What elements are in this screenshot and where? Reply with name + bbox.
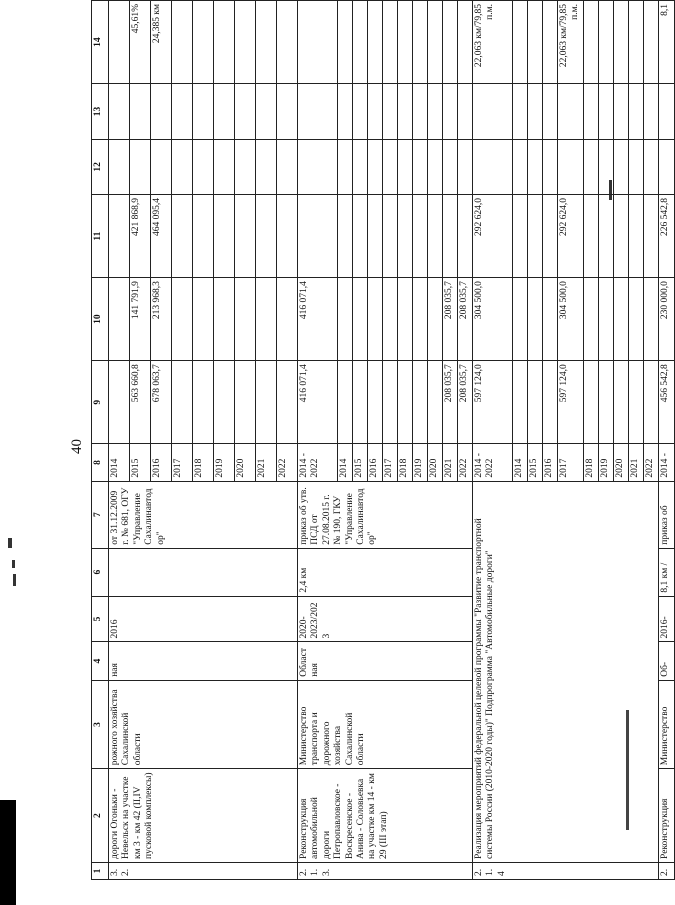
value-result: 8,1 <box>658 1 674 84</box>
cell-line: 3. <box>110 868 120 876</box>
empty-cell <box>458 195 473 278</box>
empty-cell <box>513 84 528 139</box>
year-cell: 2019 <box>598 444 613 481</box>
value-result <box>109 1 130 84</box>
scan-mark <box>13 574 16 586</box>
value-regional <box>256 195 277 278</box>
empty-cell <box>658 139 674 194</box>
empty-cell <box>558 84 584 139</box>
row-id <box>298 862 473 879</box>
empty-cell <box>353 195 368 278</box>
value-regional: 226 542,8 <box>658 195 674 278</box>
year-cell: 2017 <box>383 444 398 481</box>
object-name: дороги Огоньки - Невельск на участке км 3 - км 42 (II,IV пусковой комплексы) <box>109 769 298 863</box>
year-cell: 2018 <box>398 444 413 481</box>
empty-cell <box>513 139 528 194</box>
customer: рожного хозяйства Сахалинской области <box>109 680 298 768</box>
value-total <box>214 361 235 444</box>
value-federal <box>613 278 628 361</box>
empty-cell <box>613 139 628 194</box>
empty-cell <box>277 84 298 139</box>
year-cell: 2014 <box>513 444 528 481</box>
customer: Министерство <box>658 680 674 768</box>
column-header: 4 <box>92 642 109 680</box>
year-cell: 2014 - <box>658 444 674 481</box>
value-result: 22,063 км/79,85 п.м. <box>473 1 513 84</box>
empty-cell <box>443 139 458 194</box>
empty-cell <box>528 139 543 194</box>
year-cell: 2022 <box>277 444 298 481</box>
construction-period: 2020-2023/2023 <box>298 596 473 642</box>
year-cell: 2015 <box>528 444 543 481</box>
empty-cell <box>443 84 458 139</box>
empty-cell <box>298 1 338 84</box>
empty-cell <box>528 84 543 139</box>
empty-cell <box>298 195 338 278</box>
year-cell: 2022 <box>458 444 473 481</box>
empty-cell <box>214 139 235 194</box>
value-total <box>413 361 428 444</box>
column-header: 14 <box>92 1 109 84</box>
value-total <box>235 361 256 444</box>
value-total <box>513 361 528 444</box>
empty-cell <box>338 139 353 194</box>
value-result <box>277 1 298 84</box>
empty-cell <box>298 139 338 194</box>
value-federal <box>235 278 256 361</box>
empty-cell <box>338 1 353 84</box>
value-result: 24,385 км <box>151 1 172 84</box>
value-result <box>598 1 613 84</box>
year-cell: 2014 <box>109 444 130 481</box>
empty-cell <box>413 195 428 278</box>
header-row <box>92 1 109 880</box>
column-header: 2 <box>92 769 109 863</box>
table-row <box>658 1 674 880</box>
empty-cell <box>643 84 658 139</box>
column-header: 11 <box>92 195 109 278</box>
value-total: 597 124,0 <box>558 361 584 444</box>
value-total <box>383 361 398 444</box>
value-regional <box>628 195 643 278</box>
empty-cell <box>256 84 277 139</box>
empty-cell <box>368 84 383 139</box>
cell-line: 2. <box>299 868 309 876</box>
value-federal: 416 071,4 <box>298 278 338 361</box>
empty-cell <box>109 84 130 139</box>
value-federal <box>643 278 658 361</box>
cell-line: 2. <box>121 868 132 876</box>
value-result <box>543 1 558 84</box>
empty-cell <box>628 139 643 194</box>
value-total <box>528 361 543 444</box>
value-regional: 464 095,4 <box>151 195 172 278</box>
empty-cell <box>598 84 613 139</box>
empty-cell <box>368 139 383 194</box>
cell-line: 1. <box>310 868 321 876</box>
empty-cell <box>109 139 130 194</box>
empty-cell <box>643 139 658 194</box>
empty-cell <box>613 84 628 139</box>
value-result <box>643 1 658 84</box>
value-result <box>528 1 543 84</box>
value-federal <box>513 278 528 361</box>
value-federal <box>543 278 558 361</box>
empty-cell <box>383 139 398 194</box>
value-federal: 208 035,7 <box>443 278 458 361</box>
empty-cell <box>172 84 193 139</box>
empty-cell <box>458 84 473 139</box>
year-cell: 2021 <box>628 444 643 481</box>
year-cell: 2016 <box>151 444 172 481</box>
empty-cell <box>193 139 214 194</box>
year-cell: 2018 <box>583 444 598 481</box>
value-total: 208 035,7 <box>443 361 458 444</box>
value-federal: 304 500,0 <box>558 278 584 361</box>
empty-cell <box>543 84 558 139</box>
empty-cell <box>428 139 443 194</box>
value-federal <box>193 278 214 361</box>
column-header: 10 <box>92 278 109 361</box>
value-federal <box>353 278 368 361</box>
value-result <box>172 1 193 84</box>
column-header: 9 <box>92 361 109 444</box>
value-federal <box>172 278 193 361</box>
value-total <box>643 361 658 444</box>
year-cell: 2019 <box>214 444 235 481</box>
value-result <box>214 1 235 84</box>
year-cell: 2020 <box>428 444 443 481</box>
value-result <box>613 1 628 84</box>
empty-cell <box>172 139 193 194</box>
year-cell: 2022 <box>643 444 658 481</box>
empty-cell <box>543 139 558 194</box>
column-header: 13 <box>92 84 109 139</box>
value-total <box>193 361 214 444</box>
empty-cell <box>583 139 598 194</box>
year-cell: 2016 <box>368 444 383 481</box>
empty-cell <box>443 195 458 278</box>
year-cell: 2015 <box>130 444 151 481</box>
basis-document: приказ об <box>658 481 674 548</box>
value-total: 563 660,8 <box>130 361 151 444</box>
value-regional <box>235 195 256 278</box>
year-cell: 2018 <box>193 444 214 481</box>
value-federal <box>214 278 235 361</box>
value-federal <box>428 278 443 361</box>
empty-cell <box>383 1 398 84</box>
empty-cell <box>428 195 443 278</box>
object-name: Реконструкция <box>658 769 674 863</box>
construction-period: 2016- <box>658 596 674 642</box>
ownership-type: Об- <box>658 642 674 680</box>
value-result <box>628 1 643 84</box>
value-regional: 292 624,0 <box>558 195 584 278</box>
empty-cell <box>383 84 398 139</box>
value-total: 678 063,7 <box>151 361 172 444</box>
cell-line: 4 <box>496 871 507 876</box>
value-total <box>109 361 130 444</box>
year-cell: 2015 <box>353 444 368 481</box>
value-total: 456 542,8 <box>658 361 674 444</box>
value-total <box>613 361 628 444</box>
value-result <box>583 1 598 84</box>
scan-mark <box>8 538 12 548</box>
year-cell: 2014 <box>338 444 353 481</box>
value-regional <box>598 195 613 278</box>
value-total <box>338 361 353 444</box>
value-federal <box>277 278 298 361</box>
value-result <box>513 1 528 84</box>
empty-cell <box>277 139 298 194</box>
capacity <box>109 548 298 596</box>
empty-cell <box>130 84 151 139</box>
empty-cell <box>413 1 428 84</box>
value-total <box>398 361 413 444</box>
empty-cell <box>473 139 513 194</box>
year-cell: 2017 <box>558 444 584 481</box>
empty-cell <box>428 1 443 84</box>
value-federal <box>109 278 130 361</box>
value-regional <box>513 195 528 278</box>
empty-cell <box>413 84 428 139</box>
value-federal <box>383 278 398 361</box>
value-total <box>277 361 298 444</box>
value-federal: 141 791,9 <box>130 278 151 361</box>
empty-cell <box>368 195 383 278</box>
object-name: Реконструкция автомобильной дороги Петропавловское - Воскресенское - Анива - Соловьевка на участке км 14 - км 29 (III этап) <box>298 769 473 863</box>
empty-cell <box>443 1 458 84</box>
value-total <box>428 361 443 444</box>
empty-cell <box>353 84 368 139</box>
capacity: 8,1 км / <box>658 548 674 596</box>
empty-cell <box>458 139 473 194</box>
year-cell: 2019 <box>413 444 428 481</box>
value-result <box>256 1 277 84</box>
value-total: 208 035,7 <box>458 361 473 444</box>
empty-cell <box>583 84 598 139</box>
year-cell: 2014 - 2022 <box>473 444 513 481</box>
value-federal <box>528 278 543 361</box>
customer: Министерство транспорта и дорожного хозяйства Сахалинской области <box>298 680 473 768</box>
value-total <box>368 361 383 444</box>
value-federal <box>368 278 383 361</box>
empty-cell <box>398 1 413 84</box>
column-header: 1 <box>92 862 109 879</box>
value-regional <box>109 195 130 278</box>
empty-cell <box>628 84 643 139</box>
row-id <box>473 862 659 879</box>
ownership-type: Областная <box>298 642 473 680</box>
column-header: 12 <box>92 139 109 194</box>
year-cell: 2017 <box>172 444 193 481</box>
empty-cell <box>235 84 256 139</box>
year-cell: 2016 <box>543 444 558 481</box>
empty-cell <box>214 84 235 139</box>
table-row <box>473 1 513 880</box>
value-federal <box>398 278 413 361</box>
value-total <box>172 361 193 444</box>
basis-document: от 31.12.2009 г. № 681, ОГУ "Управление Сахалинавтодор" <box>109 481 298 548</box>
empty-cell <box>428 84 443 139</box>
value-regional <box>277 195 298 278</box>
cell-line: 3. <box>321 868 332 876</box>
empty-cell <box>558 139 584 194</box>
value-regional <box>528 195 543 278</box>
empty-cell <box>598 139 613 194</box>
value-federal: 208 035,7 <box>458 278 473 361</box>
value-federal <box>413 278 428 361</box>
row-id <box>109 862 298 879</box>
value-result <box>193 1 214 84</box>
value-federal: 230 000,0 <box>658 278 674 361</box>
year-cell: 2021 <box>443 444 458 481</box>
empty-cell <box>235 139 256 194</box>
value-regional <box>613 195 628 278</box>
empty-cell <box>398 195 413 278</box>
empty-cell <box>193 84 214 139</box>
value-total <box>628 361 643 444</box>
value-result: 45,61% <box>130 1 151 84</box>
value-regional: 292 624,0 <box>473 195 513 278</box>
value-total <box>353 361 368 444</box>
construction-period: 2016 <box>109 596 298 642</box>
value-total <box>583 361 598 444</box>
value-total <box>256 361 277 444</box>
value-federal <box>256 278 277 361</box>
year-cell: 2021 <box>256 444 277 481</box>
cell-line: 2. <box>474 868 484 876</box>
column-header: 5 <box>92 596 109 642</box>
value-result <box>235 1 256 84</box>
column-header: 3 <box>92 680 109 768</box>
data-table <box>91 0 675 880</box>
value-result: 22,063 км/79,85 п.м. <box>558 1 584 84</box>
empty-cell <box>398 139 413 194</box>
value-federal: 304 500,0 <box>473 278 513 361</box>
column-header: 7 <box>92 481 109 548</box>
value-total <box>543 361 558 444</box>
value-total: 597 124,0 <box>473 361 513 444</box>
value-federal <box>598 278 613 361</box>
value-federal <box>628 278 643 361</box>
value-federal <box>583 278 598 361</box>
empty-cell <box>383 195 398 278</box>
empty-cell <box>151 84 172 139</box>
value-total <box>598 361 613 444</box>
value-total: 416 071,4 <box>298 361 338 444</box>
empty-cell <box>368 1 383 84</box>
empty-cell <box>256 139 277 194</box>
empty-cell <box>338 195 353 278</box>
column-header: 6 <box>92 548 109 596</box>
page-number: 40 <box>69 439 85 454</box>
empty-cell <box>353 1 368 84</box>
scan-edge-shadow <box>0 800 16 905</box>
empty-cell <box>338 84 353 139</box>
value-regional <box>172 195 193 278</box>
year-cell: 2020 <box>235 444 256 481</box>
empty-cell <box>458 1 473 84</box>
value-regional <box>643 195 658 278</box>
empty-cell <box>398 84 413 139</box>
capacity: 2,4 км <box>298 548 473 596</box>
row-id: 2. <box>658 862 674 879</box>
value-regional <box>543 195 558 278</box>
value-federal: 213 968,3 <box>151 278 172 361</box>
scan-mark <box>12 560 15 568</box>
table-row <box>109 1 130 880</box>
empty-cell <box>353 139 368 194</box>
ownership-type: ная <box>109 642 298 680</box>
empty-cell <box>413 139 428 194</box>
value-regional: 421 868,9 <box>130 195 151 278</box>
empty-cell <box>151 139 172 194</box>
program-title: Реализация мероприятий федеральной целевой программы "Развитие транспортной системы России (2010-2020 годы)" Подпрограмма "Автомобильные дороги" <box>473 481 659 862</box>
empty-cell <box>473 84 513 139</box>
value-regional <box>214 195 235 278</box>
year-cell: 2020 <box>613 444 628 481</box>
empty-cell <box>298 84 338 139</box>
empty-cell <box>130 139 151 194</box>
table-row <box>298 1 338 880</box>
basis-document: приказ об утв. ПСД от 27.08.2015 г. № 190, ГКУ "Управление Сахалинавтодор" <box>298 481 473 548</box>
value-regional <box>193 195 214 278</box>
value-federal <box>338 278 353 361</box>
empty-cell <box>658 84 674 139</box>
column-header: 8 <box>92 444 109 481</box>
cell-line: 1. <box>485 868 496 876</box>
year-cell: 2014 - 2022 <box>298 444 338 481</box>
value-regional <box>583 195 598 278</box>
